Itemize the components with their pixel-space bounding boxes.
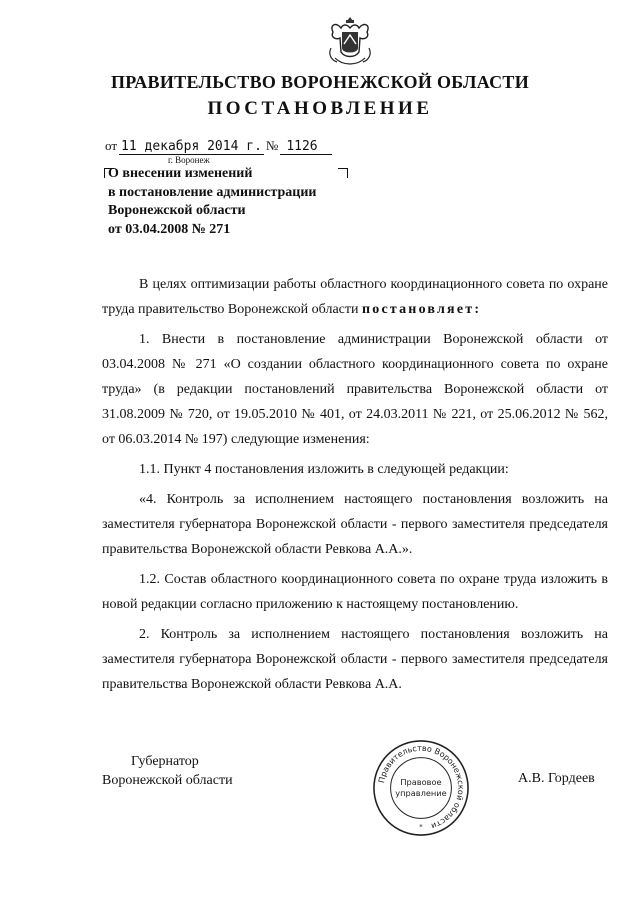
number-label: № bbox=[265, 138, 279, 153]
legal-department-stamp bbox=[372, 739, 470, 837]
document-body bbox=[102, 272, 608, 702]
date-from-label: от bbox=[105, 138, 118, 153]
signatory-title: Губернатор bbox=[131, 754, 199, 769]
document-subject bbox=[108, 165, 368, 239]
coat-of-arms-icon bbox=[325, 14, 375, 70]
item-paragraph: 1. Внести в постановление администрации Воронежской области от 03.04.2008 № 271 «О создании областного координационного совета по охране труда» (в редакции постановлений правительства Воронежской области от 31.08.2009 № 720, от 19.05.2010 № 401, от 24.03.2011 № 221, от 25.06.2012 № 562, от 06.03.2014 № 197) следующие изменения: bbox=[102, 332, 608, 447]
city-label: г. Воронеж bbox=[168, 155, 210, 165]
item-paragraph: «4. Контроль за исполнением настоящего постановления возложить на заместителя губернатора Воронежской области - первого заместителя председателя правительства Воронежской области Ревкова А.А.». bbox=[102, 492, 608, 557]
signatory-name: А.В. Гордеев bbox=[518, 771, 595, 786]
signatory-region: Воронежской области bbox=[102, 773, 233, 788]
document-date: 11 декабря 2014 г. bbox=[121, 139, 262, 154]
government-title: ПРАВИТЕЛЬСТВО ВОРОНЕЖСКОЙ ОБЛАСТИ bbox=[110, 72, 530, 92]
signatory-position bbox=[102, 752, 233, 790]
document-number: 1126 bbox=[280, 139, 331, 155]
stamp-ring-text: Правительство Воронежской области bbox=[377, 743, 466, 831]
item-paragraph: 1.1. Пункт 4 постановления изложить в следующей редакции: bbox=[139, 462, 509, 477]
subject-line: О внесении изменений bbox=[108, 166, 253, 181]
stamp-center-line: Правовое bbox=[400, 777, 442, 788]
intro-text: В целях оптимизации работы областного координационного совета по охране труда правительство Воронежской области bbox=[102, 277, 608, 317]
date-number-line bbox=[105, 138, 332, 155]
item-paragraph: 2. Контроль за исполнением настоящего постановления возложить на заместителя губернатора Воронежской области - первого заместителя председателя правительства Воронежской области Ревкова А.А. bbox=[102, 627, 608, 692]
stamp-center-line: управление bbox=[395, 787, 447, 798]
document-type: ПОСТАНОВЛЕНИЕ bbox=[207, 98, 433, 119]
intro-paragraph bbox=[102, 272, 608, 322]
item-paragraph: 1.2. Состав областного координационного совета по охране труда изложить в новой редакции согласно приложению к настоящему постановлению. bbox=[102, 572, 608, 612]
subject-line: от 03.04.2008 № 271 bbox=[108, 221, 231, 237]
subject-line: в постановление администрации bbox=[108, 184, 317, 200]
subject-line: Воронежской области bbox=[108, 203, 246, 218]
stamp-star: * bbox=[419, 823, 423, 832]
intro-keyword: постановляет: bbox=[361, 302, 482, 317]
